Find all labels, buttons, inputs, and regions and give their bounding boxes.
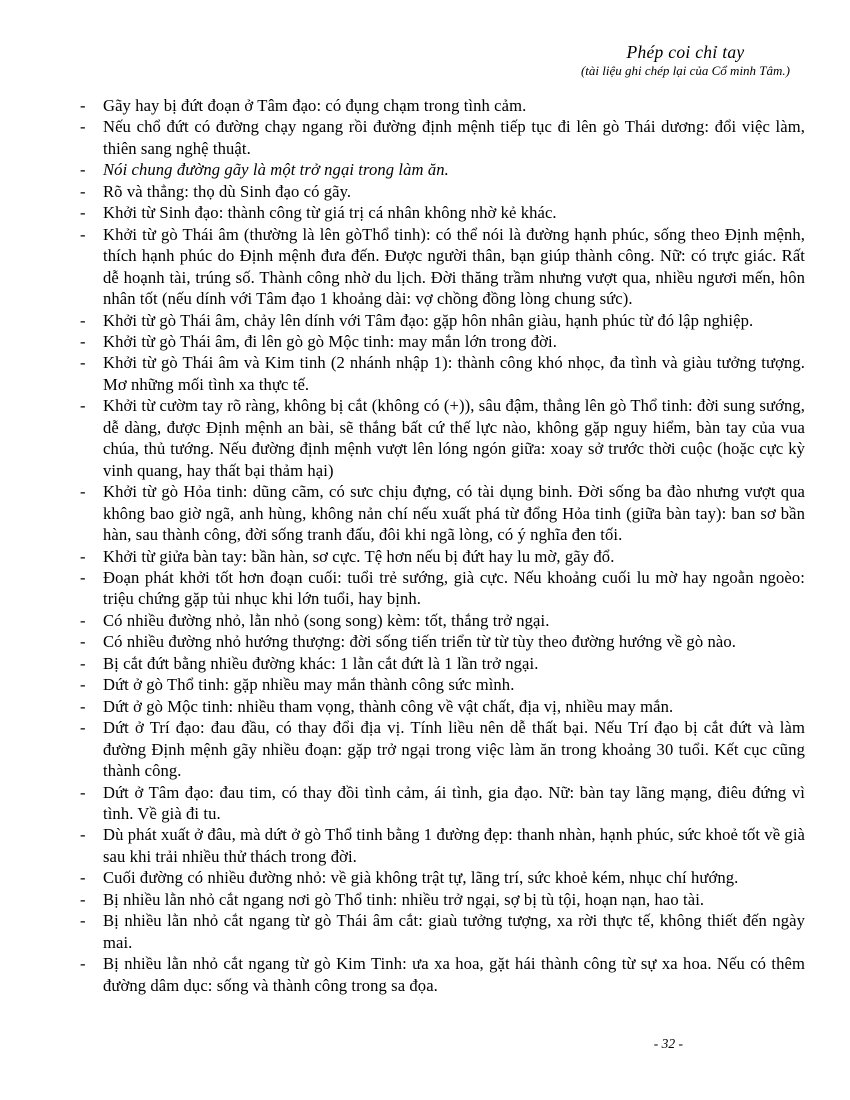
bullet-dash: - [80, 160, 86, 180]
list-item [78, 824, 805, 867]
bullet-dash: - [80, 782, 86, 802]
item-text: Gãy hay bị đứt đoạn ở Tâm đạo: có đụng chạm trong tình cảm. [103, 96, 527, 115]
bullet-dash: - [80, 96, 86, 115]
bullet-dash: - [80, 203, 86, 223]
list-item [78, 546, 805, 567]
item-text: Có nhiều đường nhỏ hướng thượng: đời sống tiến triển từ từ tùy theo đường hướng về gò nào. [103, 632, 736, 652]
item-text: Bị cắt đứt bằng nhiều đường khác: 1 lằn cắt đứt là 1 lần trở ngại. [103, 653, 539, 673]
list-item [78, 782, 805, 825]
page-subtitle: (tài liệu ghi chép lại của Cổ minh Tâm.) [580, 63, 790, 78]
list-item [78, 310, 805, 331]
bullet-dash: - [80, 181, 86, 201]
bullet-dash: - [80, 675, 86, 695]
item-text: Cuối đường có nhiều đường nhỏ: về già không trật tự, lãng trí, sức khoẻ kém, nhục chí hướng. [103, 868, 739, 888]
item-text: Dứt ở gò Thổ tinh: gặp nhiều may mắn thành công sức mình. [103, 675, 515, 695]
bullet-dash: - [80, 331, 86, 351]
page-title: Phép coi chỉ tay [626, 42, 745, 62]
bullet-dash: - [80, 868, 86, 888]
list-item [78, 674, 805, 695]
list-item [78, 224, 805, 310]
list-item [78, 331, 805, 352]
bullet-dash: - [80, 310, 86, 330]
bullet-dash: - [80, 911, 86, 931]
list-item [78, 567, 805, 610]
bullet-dash: - [80, 632, 86, 652]
list-item [78, 717, 805, 781]
list-item [78, 889, 805, 910]
bullet-dash: - [80, 718, 86, 738]
item-text: Bị nhiều lằn nhỏ cắt ngang từ gò Thái âm cắt: giaù tưởng tượng, xa rời thực tế, không thiết đến ngày mai. [103, 911, 805, 952]
bullet-dash: - [80, 696, 86, 716]
item-text: Khởi từ cườm tay rõ ràng, không bị cắt (không có (+)), sâu đậm, thẳng lên gò Thổ tinh: đời sung sướng, dễ dàng, được Định mệnh an bài, sẽ thắng bất cứ thế lực nào, không gặp nguy hiểm, bàn tay của vua chúa, thủ tướng. Nếu đường định mệnh vượt lên lóng ngón giữa: xoay sở trước thời cuộc (hoặc cực kỳ vinh quang, hay thất bại thảm hại) [103, 396, 805, 480]
item-text: Dứt ở Tâm đạo: đau tim, có thay đồi tình cảm, ái tình, gia đạo. Nữ: bàn tay lãng mạng, điêu đứng vì tình. Về già đi tu. [103, 782, 805, 823]
list-item [78, 953, 805, 996]
bullet-dash: - [80, 546, 86, 566]
bullet-dash: - [80, 567, 86, 587]
item-text: Dù phát xuất ở đâu, mà dứt ở gò Thổ tinh bằng 1 đường đẹp: thanh nhàn, hạnh phúc, sức khoẻ tốt về già sau khi trải nhiều thử thách trong đời. [103, 825, 805, 866]
item-text: Khởi từ giửa bàn tay: bần hàn, sơ cực. Tệ hơn nếu bị đứt hay lu mờ, gãy đổ. [103, 546, 615, 566]
list-item [78, 202, 805, 223]
list-item [78, 95, 805, 116]
bullet-dash: - [80, 825, 86, 845]
list-item [78, 352, 805, 395]
bullet-dash: - [80, 653, 86, 673]
item-text: Có nhiều đường nhỏ, lằn nhỏ (song song) kèm: tốt, thắng trở ngại. [103, 610, 550, 630]
list-item [78, 610, 805, 631]
item-text: Khởi từ gò Thái âm, chảy lên dính với Tâm đạo: gặp hôn nhân giàu, hạnh phúc từ đó lập nghiệp. [103, 310, 754, 330]
bullet-dash: - [80, 954, 86, 974]
page-header [581, 42, 790, 79]
bullet-dash: - [80, 889, 86, 909]
list-item [78, 181, 805, 202]
item-text: Nếu chổ đứt có đường chạy ngang rồi đường định mệnh tiếp tục đi lên gò Thái dương: đổi việc làm, thiên sang nghệ thuật. [103, 117, 805, 158]
item-text: Dứt ở gò Mộc tinh: nhiều tham vọng, thành công về vật chất, địa vị, nhiều may mắn. [103, 696, 674, 716]
item-text: Khởi từ gò Thái âm, đi lên gò gò Mộc tinh: may mắn lớn trong đời. [103, 331, 558, 351]
bullet-dash: - [80, 224, 86, 244]
list-item [78, 116, 805, 159]
item-text: Bị nhiều lằn nhỏ cắt ngang nơi gò Thổ tinh: nhiều trở ngại, sợ bị tù tội, hoạn nạn, hao tài. [103, 889, 705, 909]
item-text: Rõ và thẳng: thọ dù Sinh đạo có gãy. [103, 181, 352, 201]
list-item [78, 910, 805, 953]
bullet-dash: - [80, 482, 86, 502]
list-item [78, 653, 805, 674]
item-text: Khởi từ Sinh đạo: thành công từ giá trị cá nhân không nhờ kẻ khác. [103, 203, 557, 223]
item-text: Khởi từ gò Thái âm và Kim tinh (2 nhánh nhập 1): thành công khó nhọc, đa tình và giàu tưởng tượng. Mơ những mối tình xa thực tế. [103, 353, 805, 394]
list-item [78, 481, 805, 545]
list-item [78, 867, 805, 888]
bullet-dash: - [80, 610, 86, 630]
page-number: - 32 - [653, 1036, 683, 1051]
bullet-dash: - [80, 117, 86, 137]
item-text: Dứt ở Trí đạo: đau đầu, có thay đổi địa vị. Tính liều nên dễ thất bại. Nếu Trí đạo bị cắt đứt và làm đường Định mệnh gãy nhiều đoạn: gặp trở ngại trong việc làm ăn trong khoảng 30 tuổi. Kết cục cũng thành công. [103, 718, 805, 781]
item-text: Nói chung đường gãy là một trở ngại trong làm ăn. [103, 160, 449, 180]
item-text: Bị nhiều lằn nhỏ cắt ngang từ gò Kim Tinh: ưa xa hoa, gặt hái thành công từ sự xa hoa. Nếu có thêm đường dâm dục: sống và thành công trong sa đọa. [103, 954, 805, 995]
list-item [78, 395, 805, 481]
item-text: Đoạn phát khởi tốt hơn đoạn cuối: tuổi trẻ sướng, già cực. Nếu khoảng cuối lu mờ hay ngoằn ngoèo: triệu chứng gặp tủi nhục khi lớn tuổi, hay bịnh. [103, 567, 805, 609]
list-item [78, 696, 805, 717]
list-item [78, 631, 805, 652]
list-item [78, 159, 805, 180]
bullet-list [78, 95, 805, 996]
item-text: Khởi từ gò Thái âm (thường là lên gòThổ tinh): có thể nói là đường hạnh phúc, sống theo Định mệnh, thích hạnh phúc do Định mệnh đưa đến. Được người thân, bạn giúp thành công. Nữ: có trực giác. Rất dễ hoạnh tài, trúng số. Thành công nhờ du lịch. Đời thăng trầm nhưng vượt qua, nhiều ngươi mến, hôn nhân tốt (nếu dính với Tâm đạo 1 khoảng dài: vợ chồng đồng lòng chung sức). [103, 224, 805, 309]
bullet-dash: - [80, 353, 86, 373]
bullet-dash: - [80, 396, 86, 416]
item-text: Khởi từ gò Hỏa tinh: dũng cãm, có sưc chịu đựng, có tài dụng binh. Đời sống ba đào nhưng vượt qua không bao giờ ngã, anh hùng, không nản chí nếu xuất phá từ đổng Hỏa tinh (giữa bàn tay): ban sơ bần hàn, sau thành công, đời sống tranh đấu, đôi khi ngã lòng, có ý nghĩa đen tối. [103, 482, 805, 545]
